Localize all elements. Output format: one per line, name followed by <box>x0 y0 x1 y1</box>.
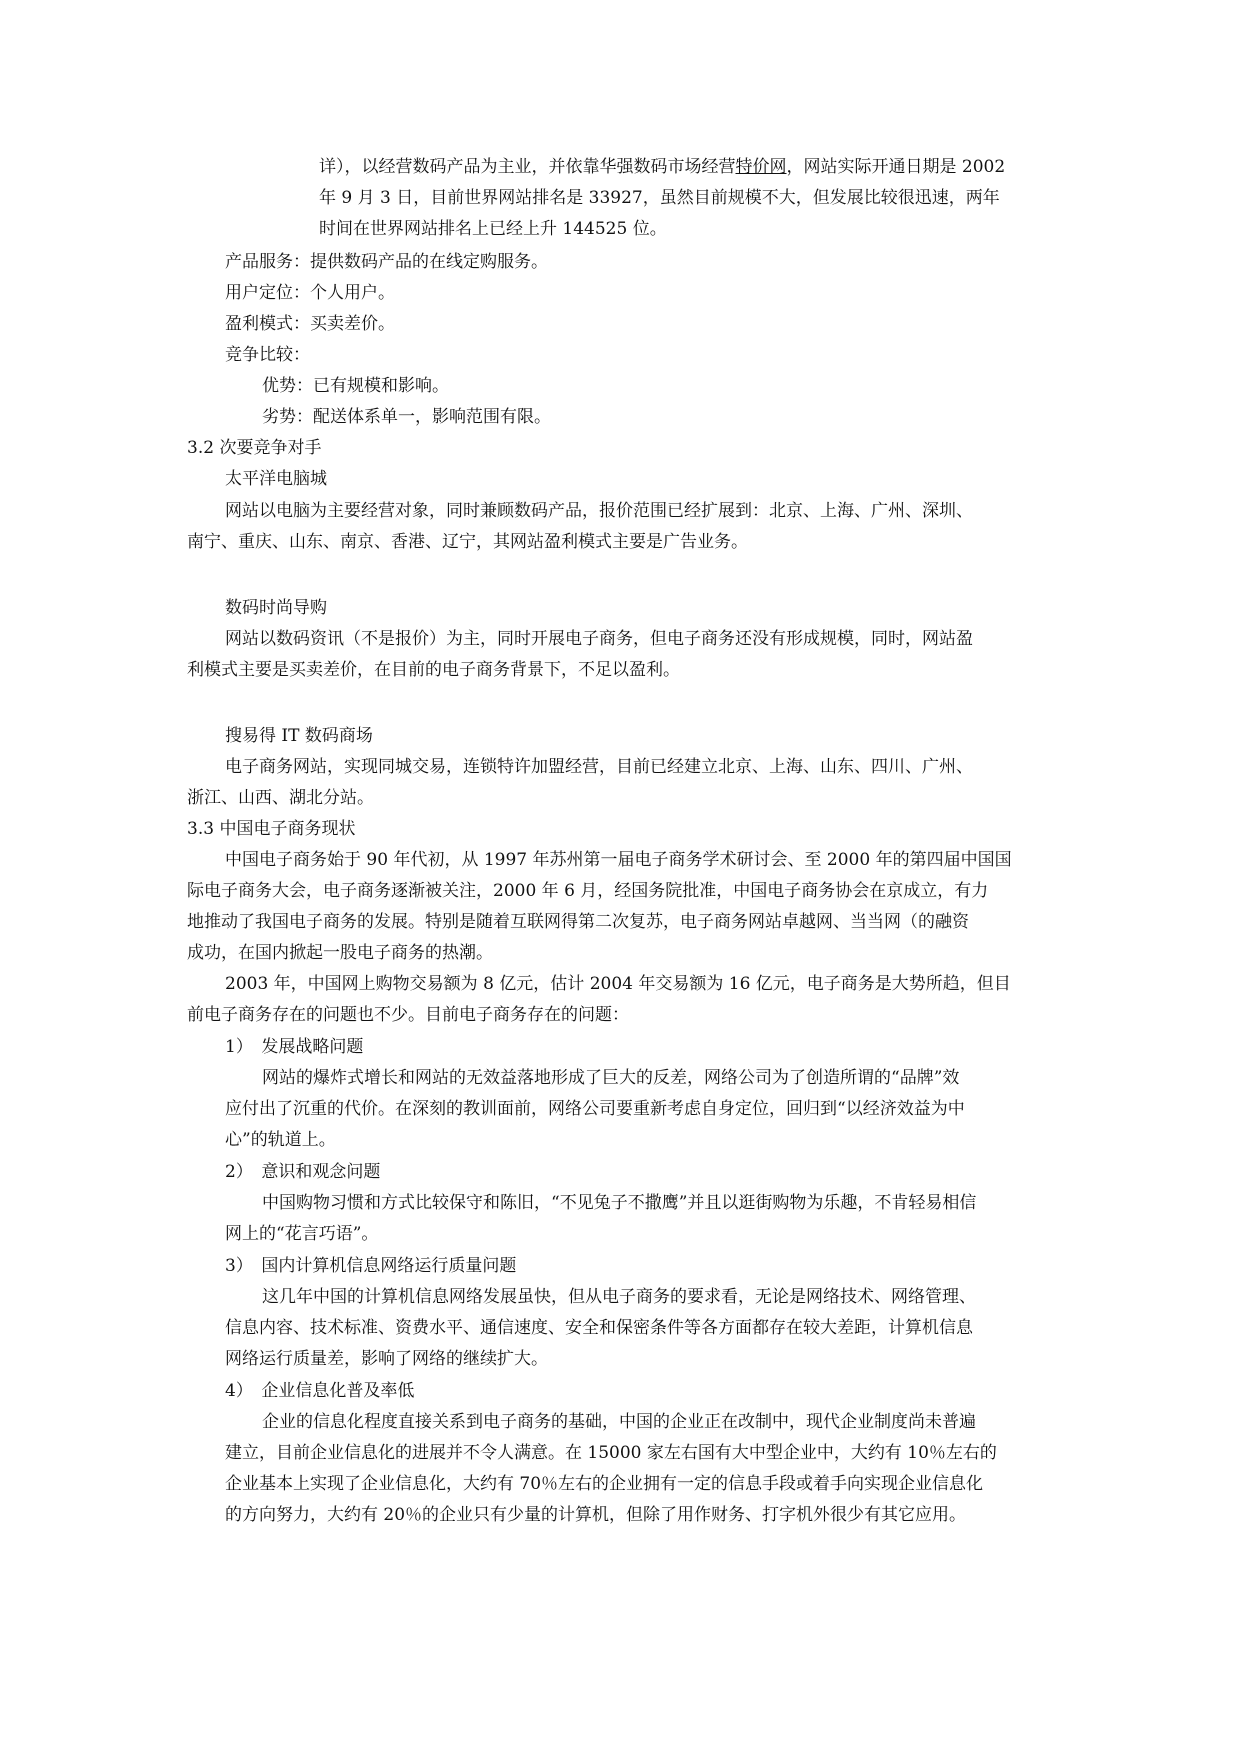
list-item-title: 1） 发展战略问题 <box>225 1037 364 1057</box>
intro-line-1 <box>319 156 1005 178</box>
paragraph-line: 南宁、重庆、山东、南京、香港、辽宁，其网站盈利模式主要是广告业务。 <box>187 532 748 552</box>
paragraph-line: 的方向努力，大约有 20％的企业只有少量的计算机，但除了用作财务、打字机外很少有其它应用。 <box>225 1505 967 1525</box>
paragraph-line: 信息内容、技术标准、资费水平、通信速度、安全和保密条件等各方面都存在较大差距，计算机信息 <box>225 1318 973 1338</box>
section-heading-3-3: 3.3 中国电子商务现状 <box>187 819 356 839</box>
paragraph-line: 网站的爆炸式增长和网站的无效益落地形成了巨大的反差，网络公司为了创造所谓的“品牌”效 <box>262 1068 960 1088</box>
paragraph-line: 网络运行质量差，影响了网络的继续扩大。 <box>225 1349 548 1369</box>
paragraph-line: 应付出了沉重的代价。在深刻的教训面前，网络公司要重新考虑自身定位，回归到“以经济效益为中 <box>225 1099 965 1119</box>
competitor-name: 太平洋电脑城 <box>225 469 327 489</box>
competitor-name: 数码时尚导购 <box>225 598 327 618</box>
intro-line-3: 时间在世界网站排名上已经上升 144525 位。 <box>319 219 667 239</box>
section-heading-3-2: 3.2 次要竞争对手 <box>187 438 322 458</box>
intro-line-2: 年 9 月 3 日，目前世界网站排名是 33927，虽然目前规模不大，但发展比较很迅速，两年 <box>319 188 1000 208</box>
paragraph-line: 网上的“花言巧语”。 <box>225 1224 379 1244</box>
field-users: 用户定位：个人用户。 <box>225 283 395 303</box>
paragraph-line: 这几年中国的计算机信息网络发展虽快，但从电子商务的要求看，无论是网络技术、网络管理、 <box>262 1287 976 1307</box>
paragraph-line: 地推动了我国电子商务的发展。特别是随着互联网得第二次复苏，电子商务网站卓越网、当当网（的融资 <box>187 912 969 932</box>
paragraph-line: 企业基本上实现了企业信息化，大约有 70％左右的企业拥有一定的信息手段或着手向实现企业信息化 <box>225 1474 984 1494</box>
paragraph-line: 际电子商务大会，电子商务逐渐被关注，2000 年 6 月，经国务院批准，中国电子商务协会在京成立，有力 <box>187 881 989 901</box>
field-weakness: 劣势：配送体系单一，影响范围有限。 <box>262 407 551 427</box>
paragraph-line: 中国购物习惯和方式比较保守和陈旧，“不见兔子不撒鹰”并且以逛街购物为乐趣，不肯轻易相信 <box>262 1193 977 1213</box>
paragraph-line: 心”的轨道上。 <box>225 1130 336 1150</box>
competitor-name: 搜易得 IT 数码商场 <box>225 726 373 746</box>
list-item-title: 3） 国内计算机信息网络运行质量问题 <box>225 1256 517 1276</box>
paragraph-line: 利模式主要是买卖差价，在目前的电子商务背景下，不足以盈利。 <box>187 660 680 680</box>
field-compare: 竞争比较： <box>225 345 310 365</box>
field-service: 产品服务：提供数码产品的在线定购服务。 <box>225 252 548 272</box>
paragraph-line: 成功，在国内掀起一股电子商务的热潮。 <box>187 943 493 963</box>
intro-text: 详），以经营数码产品为主业，并依靠华强数码市场经营 <box>319 157 736 177</box>
paragraph-line: 2003 年，中国网上购物交易额为 8 亿元，估计 2004 年交易额为 16 亿元，电子商务是大势所趋，但目 <box>225 974 1011 994</box>
paragraph-line: 网站以电脑为主要经营对象，同时兼顾数码产品，报价范围已经扩展到：北京、上海、广州、深圳、 <box>225 501 973 521</box>
tejia-link[interactable]: 特价网 <box>735 157 787 177</box>
list-item-title: 4） 企业信息化普及率低 <box>225 1381 415 1401</box>
paragraph-line: 企业的信息化程度直接关系到电子商务的基础，中国的企业正在改制中，现代企业制度尚未普遍 <box>262 1412 976 1432</box>
paragraph-line: 建立，目前企业信息化的进展并不令人满意。在 15000 家左右国有大中型企业中，大约有 10％左右的 <box>225 1443 997 1463</box>
intro-text: ，网站实际开通日期是 2002 <box>786 157 1006 177</box>
paragraph-line: 网站以数码资讯（不是报价）为主，同时开展电子商务，但电子商务还没有形成规模，同时，网站盈 <box>225 629 973 649</box>
field-strength: 优势：已有规模和影响。 <box>262 376 449 396</box>
paragraph-line: 中国电子商务始于 90 年代初，从 1997 年苏州第一届电子商务学术研讨会、至 2000 年的第四届中国国 <box>225 850 1012 870</box>
list-item-title: 2） 意识和观念问题 <box>225 1162 381 1182</box>
paragraph-line: 浙江、山西、湖北分站。 <box>187 788 374 808</box>
paragraph-line: 前电子商务存在的问题也不少。目前电子商务存在的问题： <box>187 1005 629 1025</box>
field-profit: 盈利模式：买卖差价。 <box>225 314 395 334</box>
paragraph-line: 电子商务网站，实现同城交易，连锁特许加盟经营，目前已经建立北京、上海、山东、四川、广州、 <box>225 757 973 777</box>
